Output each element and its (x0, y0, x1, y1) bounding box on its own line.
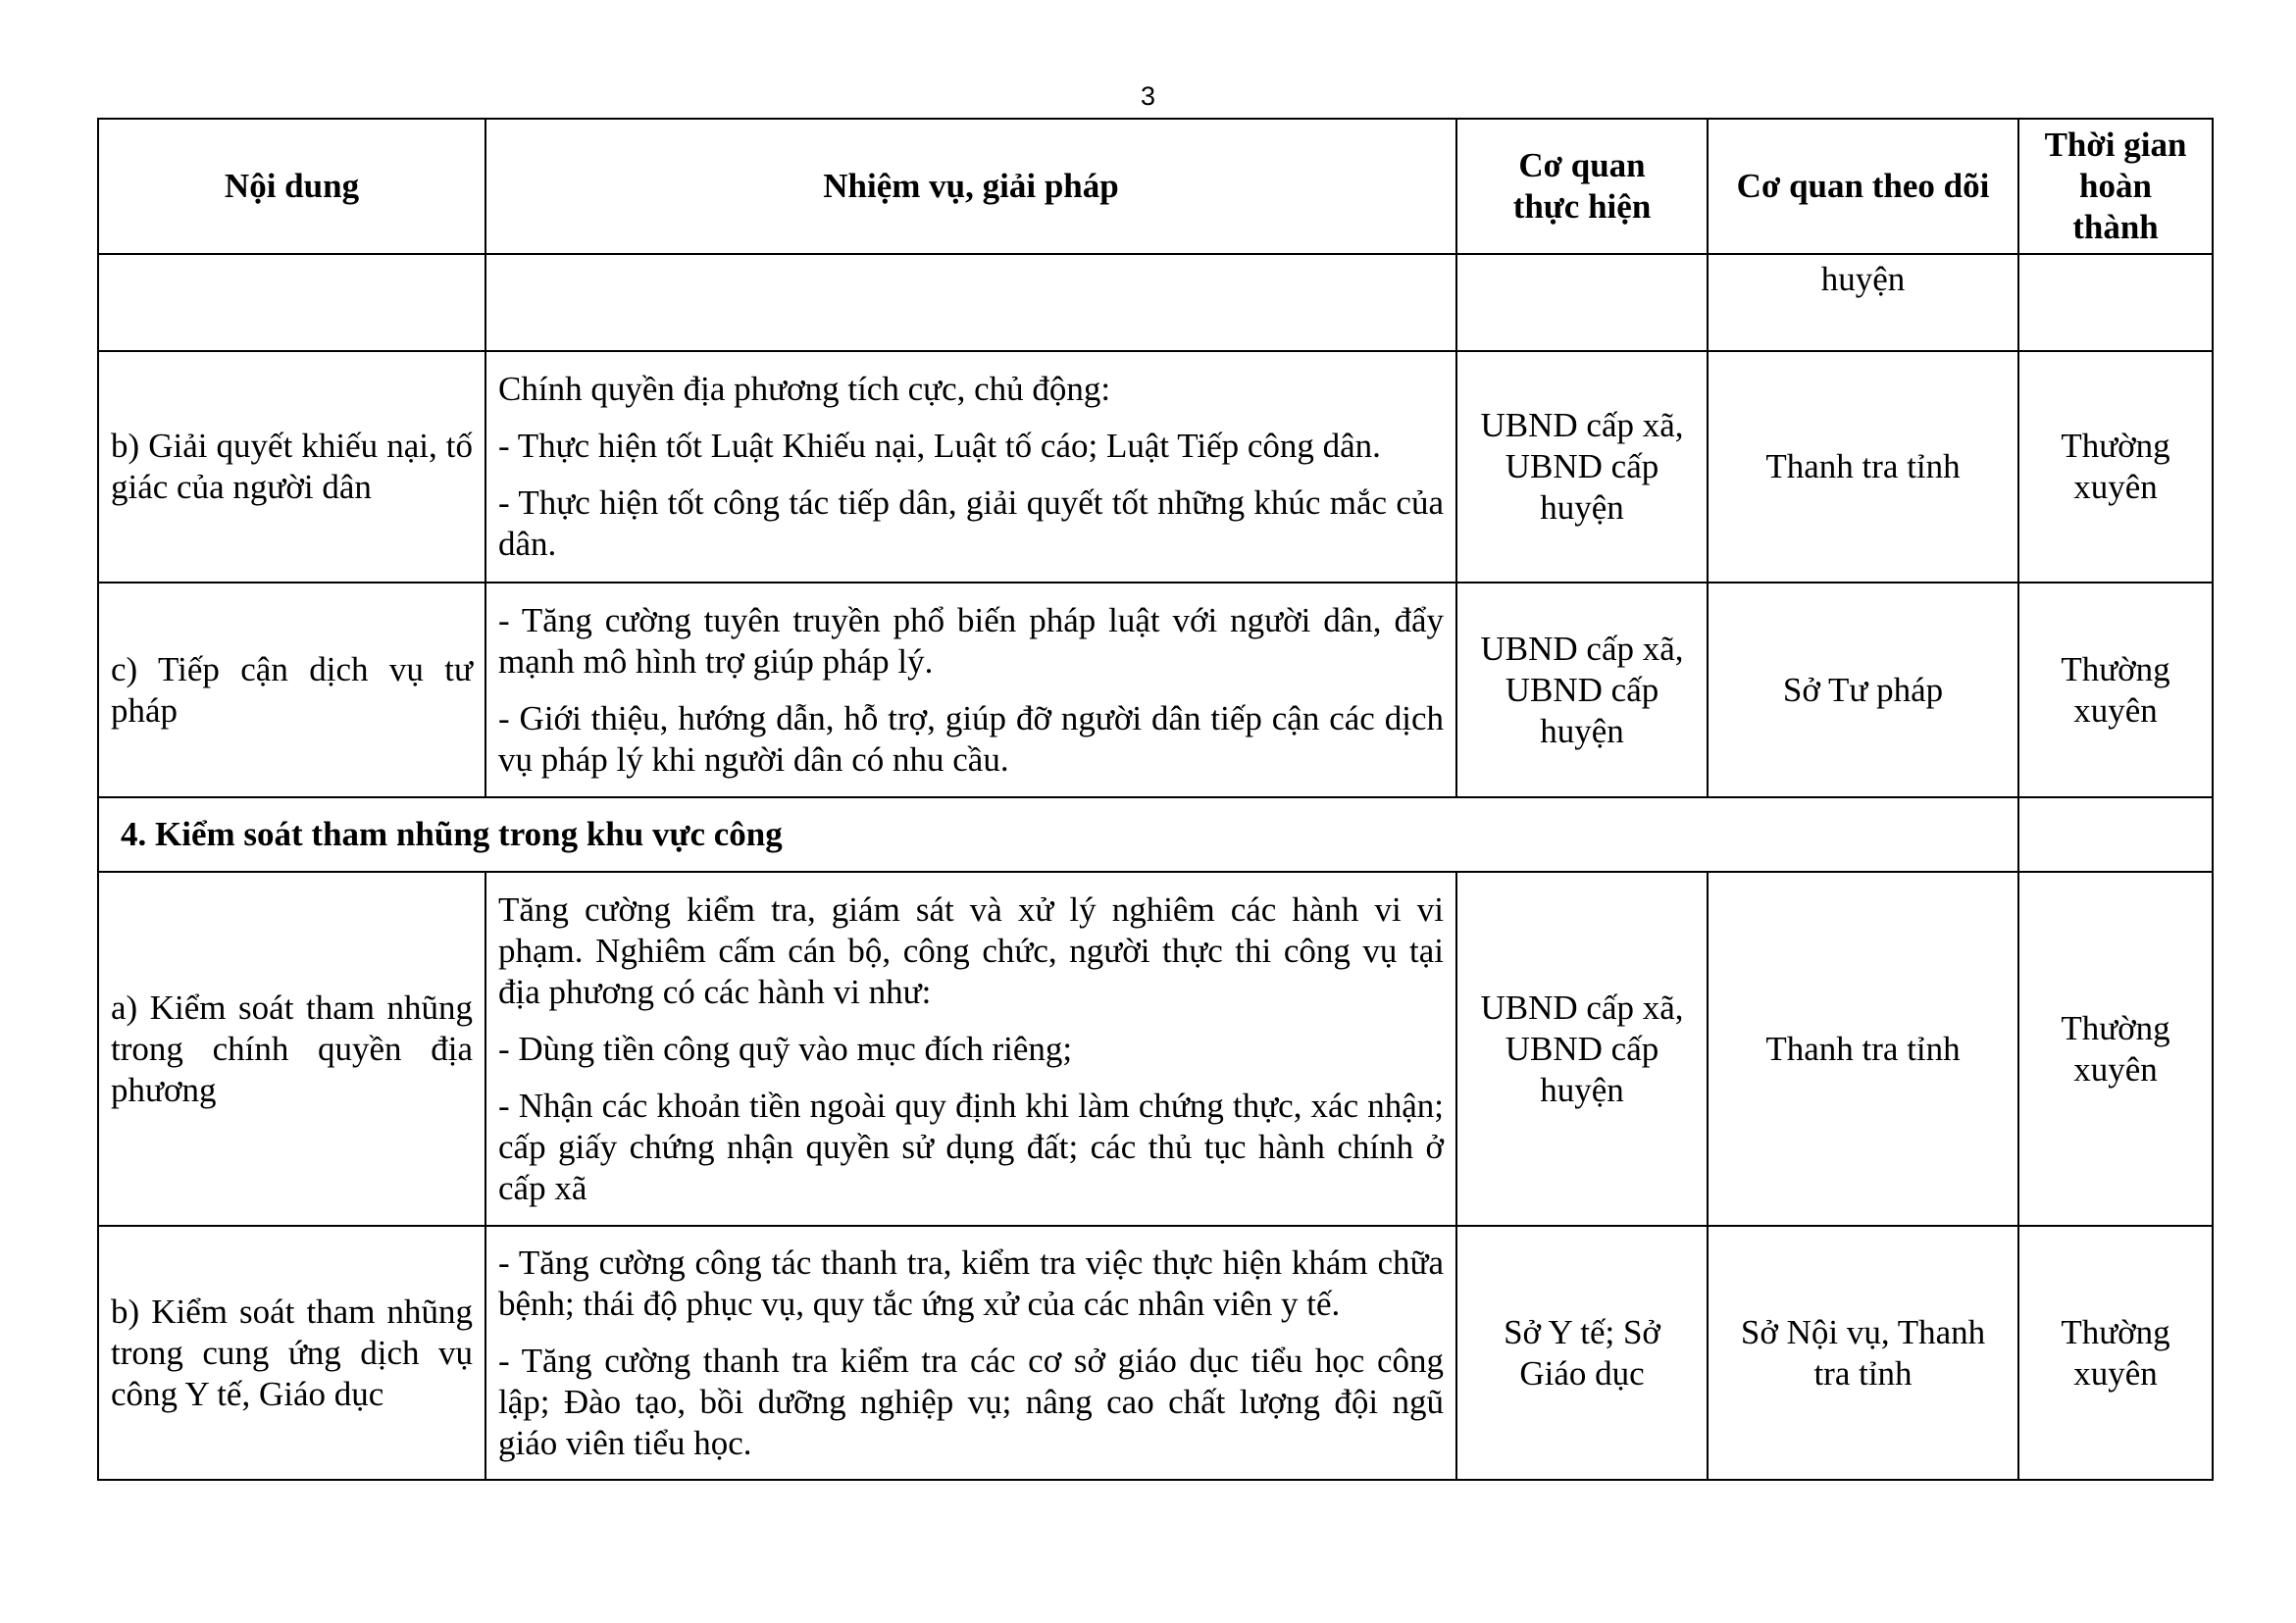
section-title: 4. Kiểm soát tham nhũng trong khu vực công (98, 797, 2018, 872)
task-item: - Nhận các khoản tiền ngoài quy định khi làm chứng thực, xác nhận; cấp giấy chứng nhận quyền sử dụng đất; các thủ tục hành chính ở cấp xã (498, 1086, 1444, 1207)
row-implementing-agency: UBND cấp xã, UBND cấp huyện (1456, 872, 1708, 1226)
row-content: a) Kiểm soát tham nhũng trong chính quyền địa phương (98, 872, 485, 1226)
plan-table (97, 118, 2214, 1481)
row-implementing-agency: UBND cấp xã, UBND cấp huyện (1456, 351, 1708, 583)
row-tasks (485, 1226, 1456, 1480)
task-item: - Giới thiệu, hướng dẫn, hỗ trợ, giúp đỡ người dân tiếp cận các dịch vụ pháp lý khi người dân có nhu cầu. (498, 698, 1444, 779)
page-number: 3 (1140, 81, 1156, 111)
continuation-monitoring-agency: huyện (1708, 254, 2018, 351)
task-item: Tăng cường kiểm tra, giám sát và xử lý nghiêm các hành vi vi phạm. Nghiêm cấm cán bộ, công chức, người thực thi công vụ tại địa phương có các hành vi như: (498, 889, 1444, 1011)
row-content: b) Kiểm soát tham nhũng trong cung ứng dịch vụ công Y tế, Giáo dục (98, 1226, 485, 1480)
table-row (98, 351, 2213, 583)
table-header-row (98, 119, 2213, 254)
task-item: - Thực hiện tốt Luật Khiếu nại, Luật tố cáo; Luật Tiếp công dân. (498, 427, 1381, 465)
task-item: - Thực hiện tốt công tác tiếp dân, giải quyết tốt những khúc mắc của dân. (498, 483, 1444, 563)
header-monitoring-agency: Cơ quan theo dõi (1708, 119, 2018, 254)
task-item: - Dùng tiền công quỹ vào mục đích riêng; (498, 1029, 1073, 1068)
section-row (98, 797, 2213, 872)
continuation-row (98, 254, 2213, 351)
row-deadline: Thường xuyên (2018, 872, 2213, 1226)
row-monitoring-agency: Thanh tra tỉnh (1708, 351, 2018, 583)
task-item: - Tăng cường tuyên truyền phổ biến pháp luật với người dân, đẩy mạnh mô hình trợ giúp pháp lý. (498, 600, 1444, 681)
task-item: - Tăng cường thanh tra kiểm tra các cơ sở giáo dục tiểu học công lập; Đào tạo, bồi dưỡng nghiệp vụ; nâng cao chất lượng đội ngũ giáo viên tiểu học. (498, 1341, 1444, 1462)
row-tasks (485, 583, 1456, 797)
row-tasks (485, 872, 1456, 1226)
task-item: - Tăng cường công tác thanh tra, kiểm tra việc thực hiện khám chữa bệnh; thái độ phục vụ, quy tắc ứng xử của các nhân viên y tế. (498, 1243, 1444, 1323)
header-content: Nội dung (98, 119, 485, 254)
row-implementing-agency: Sở Y tế; Sở Giáo dục (1456, 1226, 1708, 1480)
header-tasks: Nhiệm vụ, giải pháp (485, 119, 1456, 254)
table-row (98, 872, 2213, 1226)
row-tasks (485, 351, 1456, 583)
row-monitoring-agency: Sở Nội vụ, Thanh tra tỉnh (1708, 1226, 2018, 1480)
header-deadline: Thời gian hoàn thành (2018, 119, 2213, 254)
row-monitoring-agency: Thanh tra tỉnh (1708, 872, 2018, 1226)
header-implementing-agency: Cơ quan thực hiện (1456, 119, 1708, 254)
row-deadline: Thường xuyên (2018, 351, 2213, 583)
row-monitoring-agency: Sở Tư pháp (1708, 583, 2018, 797)
row-content: b) Giải quyết khiếu nại, tố giác của người dân (98, 351, 485, 583)
row-deadline: Thường xuyên (2018, 1226, 2213, 1480)
row-deadline: Thường xuyên (2018, 583, 2213, 797)
table-row (98, 583, 2213, 797)
task-item: Chính quyền địa phương tích cực, chủ động: (498, 370, 1111, 408)
row-content: c) Tiếp cận dịch vụ tư pháp (98, 583, 485, 797)
table-row (98, 1226, 2213, 1480)
row-implementing-agency: UBND cấp xã, UBND cấp huyện (1456, 583, 1708, 797)
